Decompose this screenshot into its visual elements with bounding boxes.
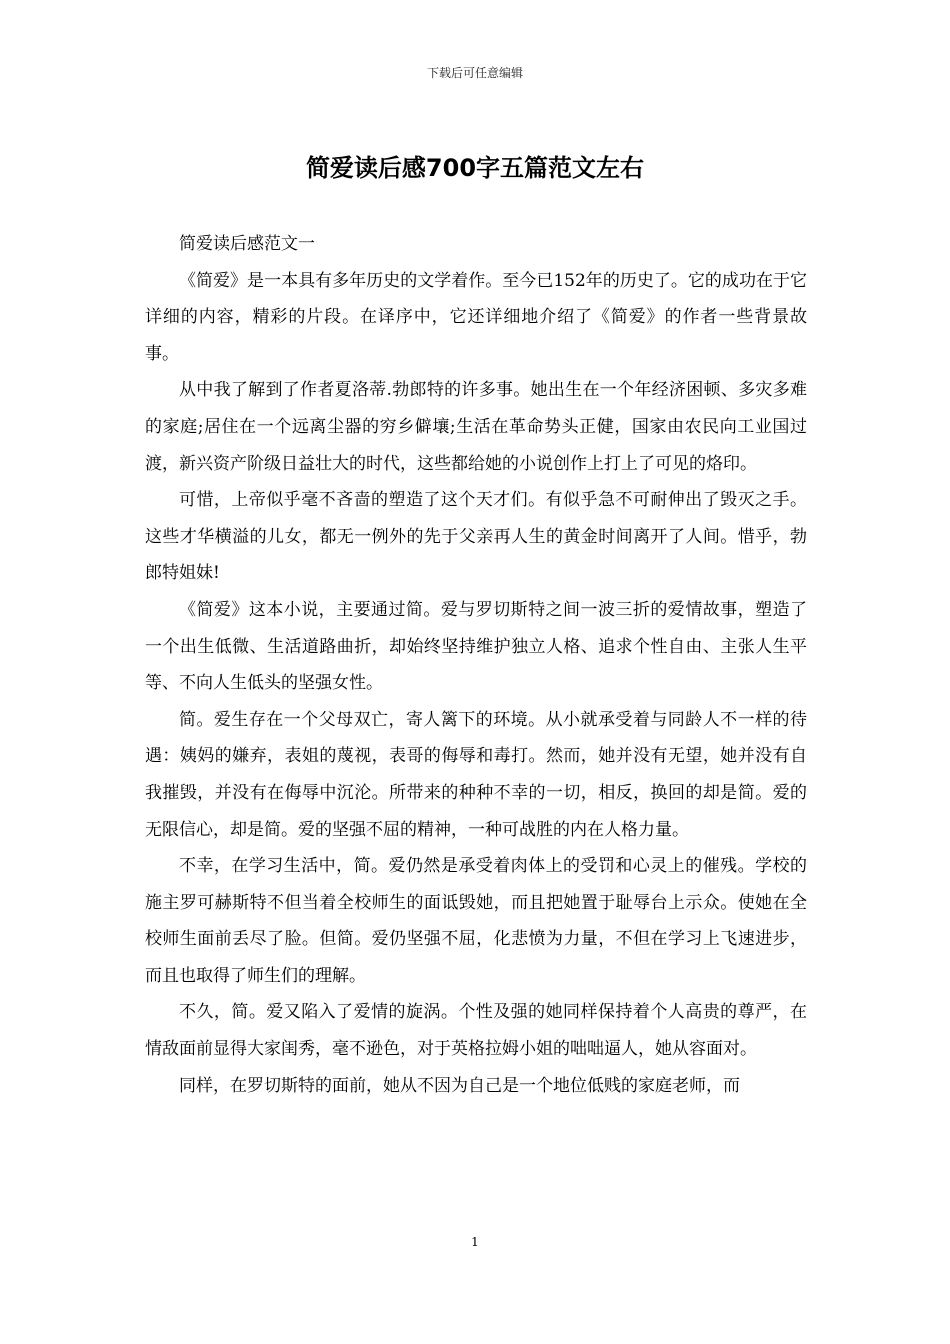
page-number: 1 <box>471 1235 479 1249</box>
paragraph-2: 从中我了解到了作者夏洛蒂.勃郎特的许多事。她出生在一个年经济困顿、多灾多难的家庭;居住在一个远离尘器的穷乡僻壤;生活在革命势头正健，国家由农民向工业国过渡，新兴资产阶级日益壮大的时代，这些都给她的小说创作上打上了可见的烙印。 <box>145 380 807 474</box>
section-subtitle <box>145 226 807 263</box>
paragraph-5: 简。爱生存在一个父母双亡，寄人篱下的环境。从小就承受着与同龄人不一样的待遇：姨妈的嫌弃，表姐的蔑视，表哥的侮辱和毒打。然而，她并没有无望，她并没有自我摧毁，并没有在侮辱中沉沦。所带来的种种不幸的一切，相反，换回的却是简。爱的无限信心，却是简。爱的坚强不屈的精神，一种可战胜的内在人格力量。 <box>145 709 807 840</box>
page-header: 下载后可任意编辑 <box>426 66 523 80</box>
paragraph-6: 不幸，在学习生活中，简。爱仍然是承受着肉体上的受罚和心灵上的催残。学校的施主罗可赫斯特不但当着全校师生的面诋毁她，而且把她置于耻辱台上示众。使她在全校师生面前丢尽了脸。但简。爱仍坚强不屈，化悲愤为力量，不但在学习上飞速进步，而且也取得了师生们的理解。 <box>145 856 807 986</box>
paragraph-7: 不久，简。爱又陷入了爱情的旋涡。个性及强的她同样保持着个人高贵的尊严，在情敌面前显得大家闺秀，毫不逊色，对于英格拉姆小姐的咄咄逼人，她从容面对。 <box>145 1002 807 1060</box>
document-title: 简爱读后感700字五篇范文左右 <box>305 154 645 182</box>
paragraph-1: 《简爱》是一本具有多年历史的文学着作。至今已152年的历史了。它的成功在于它详细的内容，精彩的片段。在译序中，它还详细地介绍了《简爱》的作者一些背景故事。 <box>145 270 807 364</box>
section-subtitle-text: 简爱读后感范文一 <box>179 234 315 254</box>
paragraph-4: 《简爱》这本小说，主要通过简。爱与罗切斯特之间一波三折的爱情故事，塑造了一个出生低微、生活道路曲折，却始终坚持维护独立人格、追求个性自由、主张人生平等、不向人生低头的坚强女性。 <box>145 599 807 694</box>
document-body <box>145 226 807 1104</box>
paragraph-8: 同样，在罗切斯特的面前，她从不因为自己是一个地位低贱的家庭老师，而 <box>179 1075 740 1096</box>
paragraph-3: 可惜，上帝似乎毫不吝啬的塑造了这个天才们。有似乎急不可耐伸出了毁灭之手。这些才华横溢的儿女，都无一例外的先于父亲再人生的黄金时间离开了人间。惜乎，勃郎特姐妹! <box>145 490 807 584</box>
